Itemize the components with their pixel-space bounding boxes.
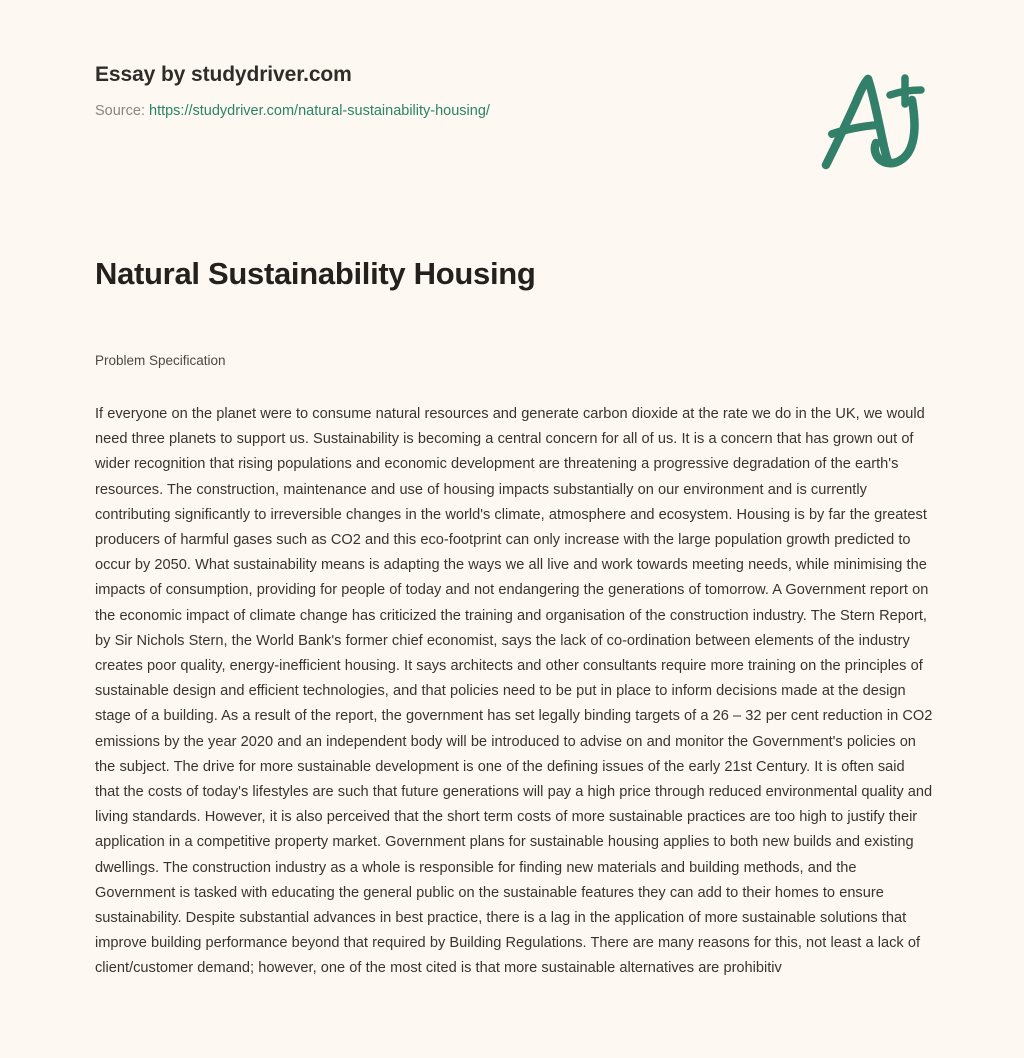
body-paragraph: If everyone on the planet were to consume natural resources and generate carbon dioxide at the rate we do in the UK, we would need three planets to support us. Sustainability is becoming a central concern for all of us. It is a concern that has grown out of wider recognition that rising populations and economic development are threatening a progressive degradation of the earth's resources. The construction, maintenance and use of housing impacts substantially on our environment and is currently contributing significantly to irreversible changes in the world's climate, atmosphere and ecosystem. Housing is by far the greatest producers of harmful gases such as CO2 and this eco-footprint can only increase with the large population growth predicted to occur by 2050. What sustainability means is adapting the ways we all live and work towards meeting needs, while minimising the impacts of consumption, providing for people of today and not endangering the generations of tomorrow. A Government report on the economic impact of climate change has criticized the training and organisation of the construction industry. The Stern Report, by Sir Nichols Stern, the World Bank's former chief economist, says the lack of co-ordination between elements of the industry creates poor quality, energy-inefficient housing. It says architects and other consultants require more training on the principles of sustainable design and efficient technologies, and that policies need to be put in place to inform decisions made at the design stage of a building. As a result of the report, the government has set legally binding targets of a 26 – 32 per cent reduction in CO2 emissions by the year 2020 and an independent body will be introduced to advise on and monitor the Government's policies on the subject. The drive for more sustainable development is one of the defining issues of the early 21st Century. It is often said that the costs of today's lifestyles are such that future generations will pay a high price through reduced environmental quality and living standards. However, it is also perceived that the short term costs of more sustainable practices are too high to justify their application in a competitive property market. Government plans for sustainable housing applies to both new builds and existing dwellings. The construction industry as a whole is responsible for finding new materials and building methods, and the Government is tasked with educating the general public on the sustainable features they can add to their homes to ensure sustainability. Despite substantial advances in best practice, there is a lag in the application of more sustainable solutions that improve building performance beyond that required by Building Regulations. There are many reasons for this, not least a lack of client/customer demand; however, one of the most cited is that more sustainable alternatives are prohibitiv [95,405,933,977]
source-url-link[interactable]: https://studydriver.com/natural-sustainability-housing/ [149,103,490,120]
document-header [95,62,929,121]
source-line [95,102,929,121]
page-title: Natural Sustainability Housing [95,256,536,291]
essay-byline: Essay by studydriver.com [95,63,352,86]
a-plus-logo-icon [812,66,930,178]
a-plus-logo-svg [812,66,930,178]
source-label: Source: [95,103,149,120]
section-heading: Problem Specification [95,353,226,368]
document-body [95,352,933,982]
